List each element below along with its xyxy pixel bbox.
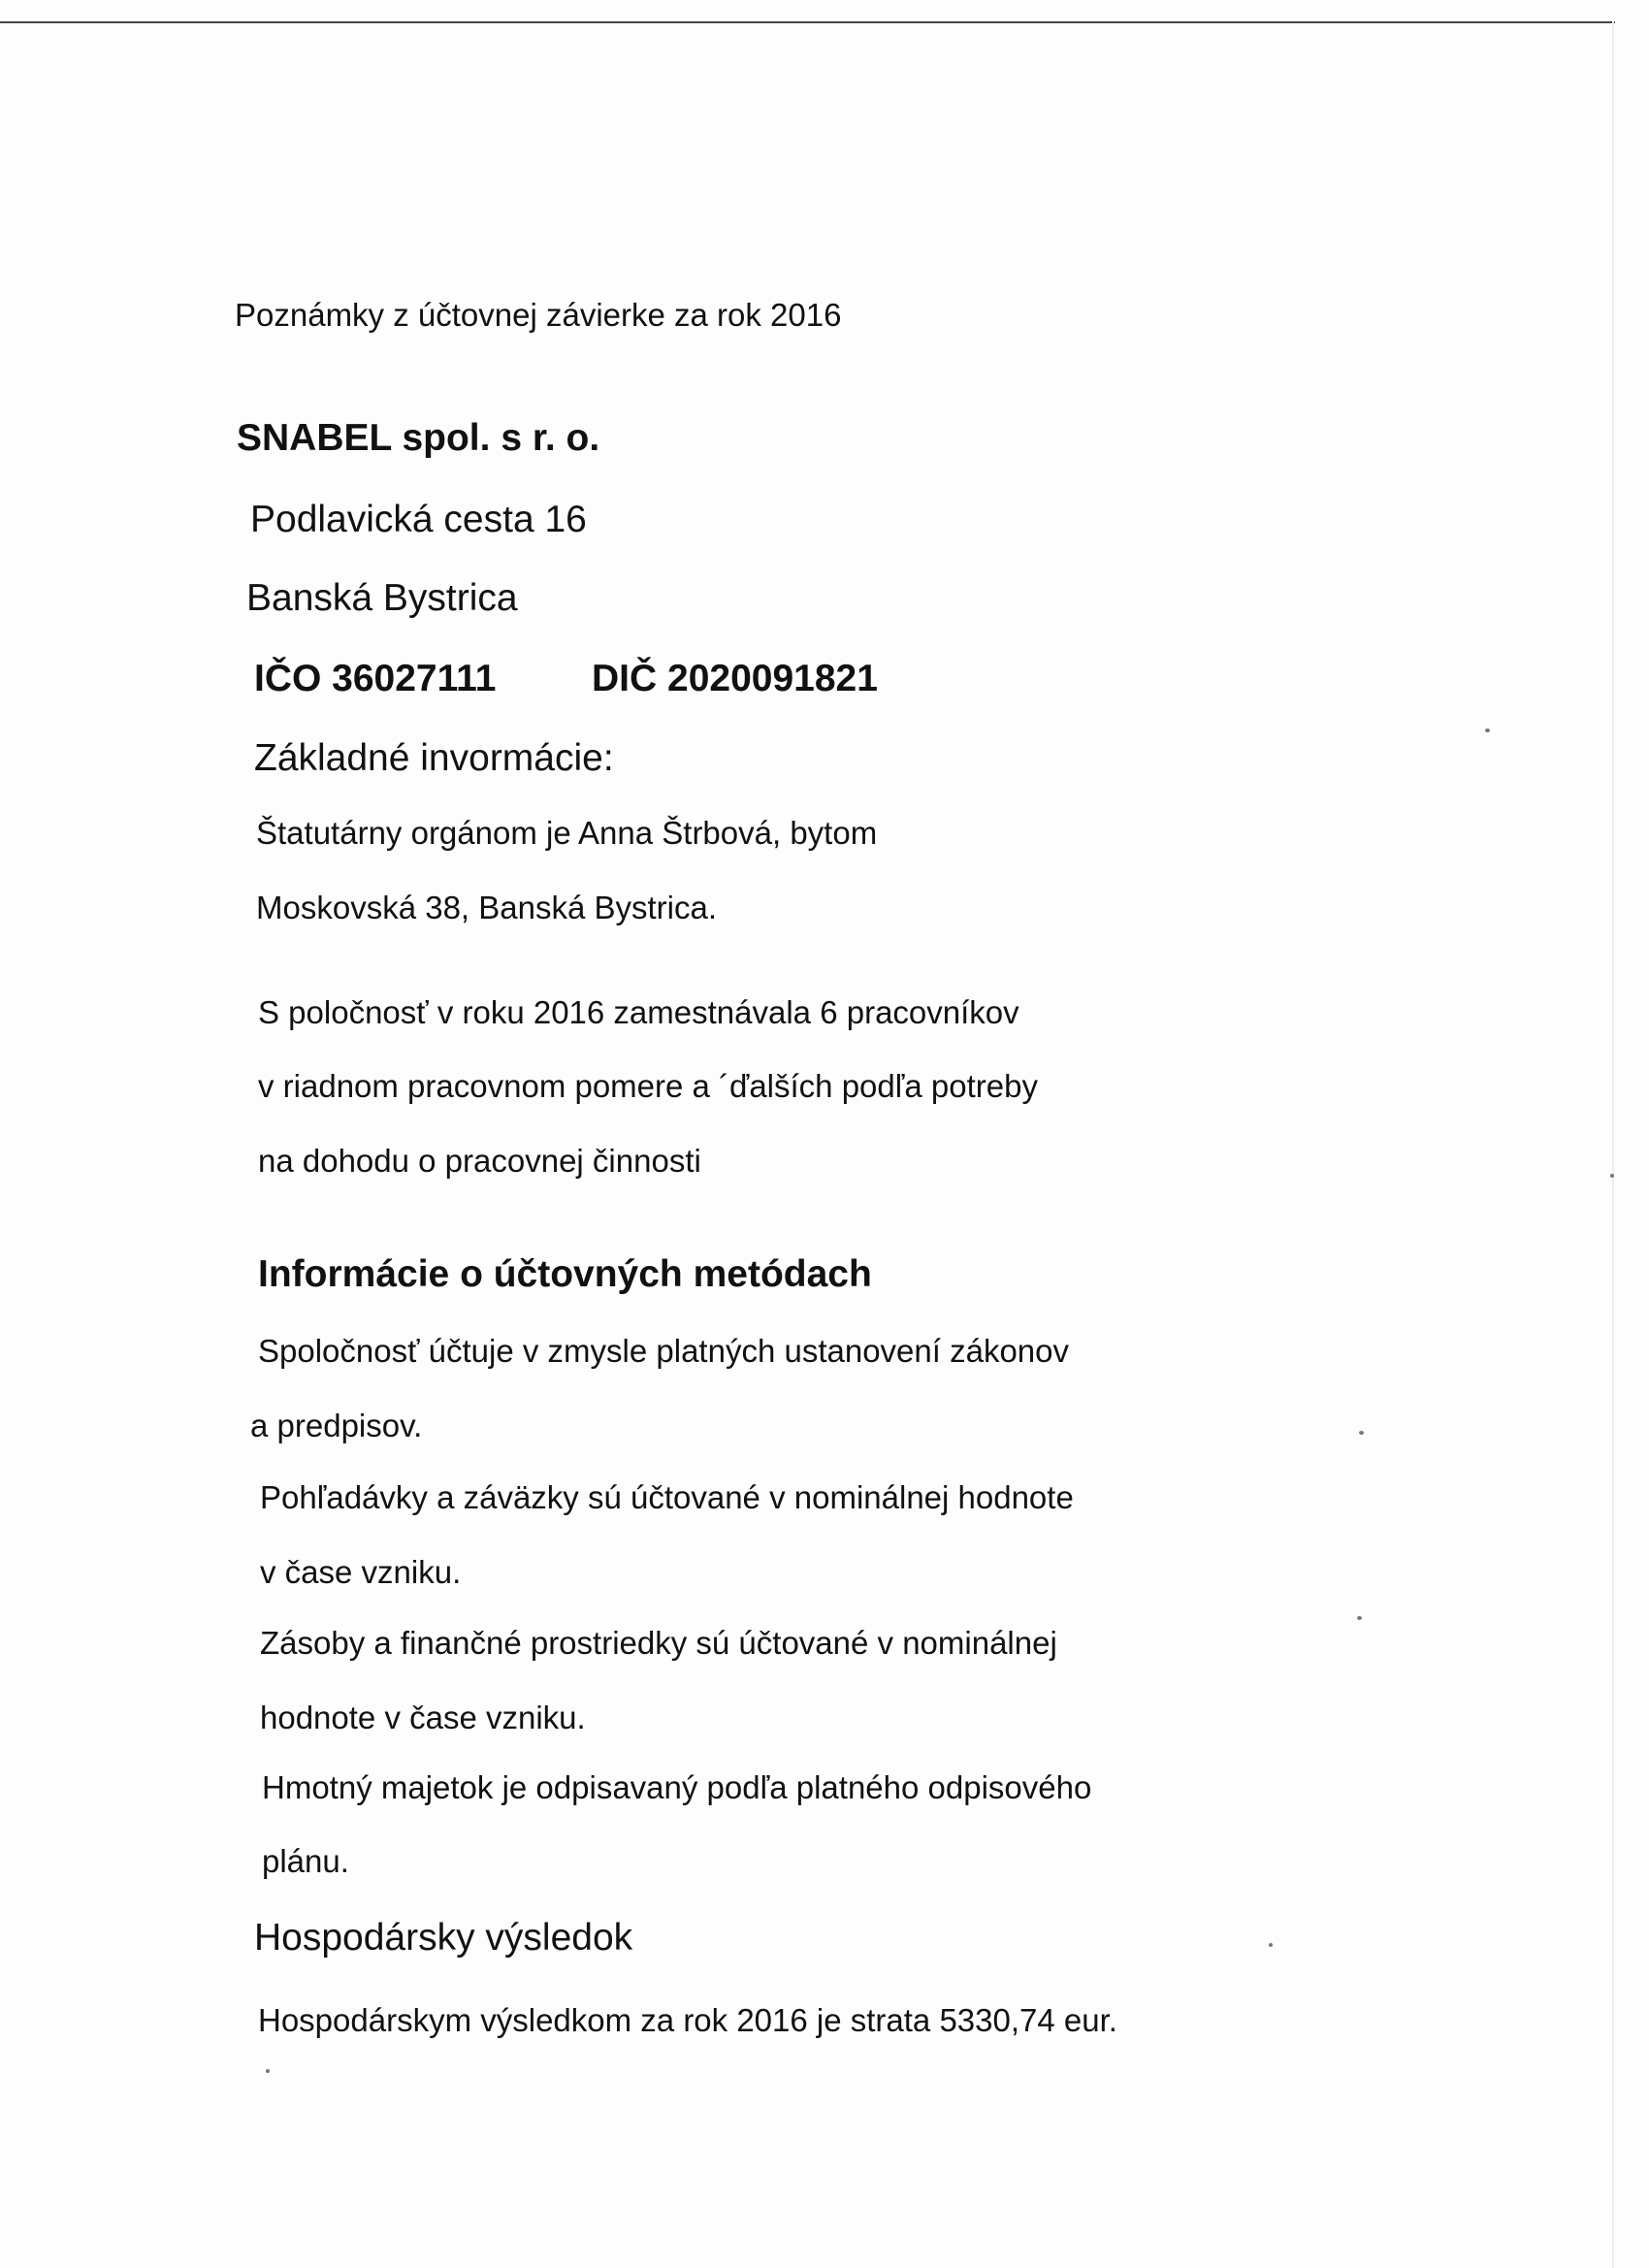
scan-speck — [266, 2069, 270, 2073]
company-dic: DIČ 2020091821 — [592, 658, 878, 699]
scan-speck — [1359, 1431, 1364, 1435]
company-ico: IČO 36027111 — [254, 658, 497, 699]
result-text: Hospodárskym výsledkom za rok 2016 je strata 5330,74 eur. — [258, 2002, 1117, 2038]
company-city: Banská Bystrica — [246, 577, 518, 619]
basic-info-heading: Základné invormácie: — [254, 737, 614, 779]
scan-speck — [1485, 729, 1490, 732]
right-scan-edge — [1612, 21, 1614, 2268]
basic-info-line-2: Moskovská 38, Banská Bystrica. — [256, 890, 718, 925]
methods-line-2: a predpisov. — [250, 1408, 423, 1443]
methods-heading: Informácie o účtovných metódach — [258, 1253, 872, 1295]
employees-line-3: na dohodu o pracovnej činnosti — [258, 1143, 701, 1179]
methods-line-6: hodnote v čase vzniku. — [260, 1700, 586, 1735]
document-title: Poznámky z účtovnej závierke za rok 2016 — [235, 297, 842, 333]
methods-line-8: plánu. — [262, 1843, 349, 1879]
methods-line-1: Spoločnosť účtuje v zmysle platných ustanovení zákonov — [258, 1333, 1070, 1369]
scan-speck — [1357, 1616, 1362, 1620]
company-street: Podlavická cesta 16 — [250, 499, 587, 540]
methods-line-3: Pohľadávky a záväzky sú účtované v nominálnej hodnote — [260, 1479, 1074, 1515]
methods-line-7: Hmotný majetok je odpisavaný podľa platného odpisového — [262, 1769, 1092, 1805]
basic-info-line-1: Štatutárny orgánom je Anna Štrbová, bytom — [256, 815, 878, 851]
result-heading: Hospodársky výsledok — [254, 1917, 633, 1959]
top-scan-edge — [0, 21, 1615, 23]
company-name: SNABEL spol. s r. o. — [237, 417, 600, 459]
methods-line-5: Zásoby a finančné prostriedky sú účtované v nominálnej — [260, 1625, 1057, 1661]
scan-speck — [1269, 1943, 1273, 1947]
employees-line-1: S poločnosť v roku 2016 zamestnávala 6 pracovníkov — [258, 994, 1019, 1030]
employees-line-2: v riadnom pracovnom pomere a ´ďalších podľa potreby — [258, 1068, 1038, 1104]
scan-speck — [1610, 1174, 1614, 1178]
methods-line-4: v čase vzniku. — [260, 1554, 462, 1590]
